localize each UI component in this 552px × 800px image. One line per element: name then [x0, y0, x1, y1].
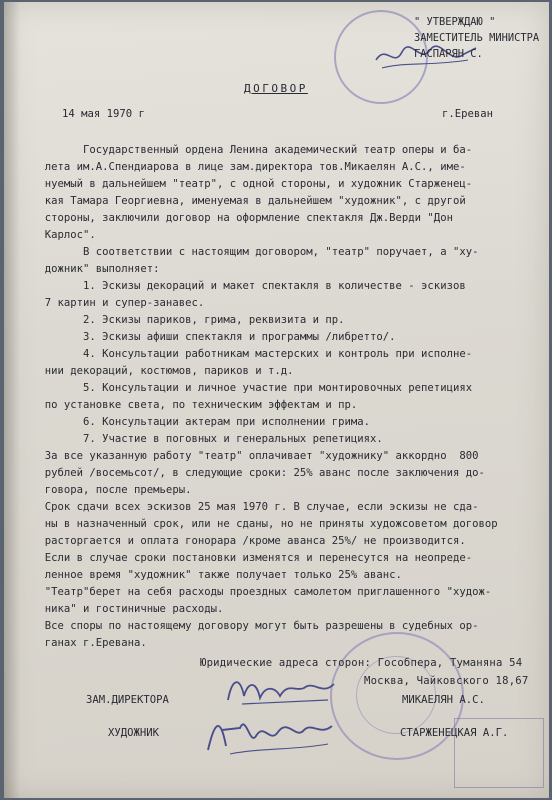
contract-line: В соответствии с настоящим договором, "театр" поручает, а "ху- — [32, 246, 479, 258]
contract-line: рублей /восемьсот/, в следующие сроки: 25% аванс после заключения до- — [32, 467, 485, 479]
document-city: г.Ереван — [442, 108, 494, 120]
deputy-director-signature — [222, 670, 342, 710]
contract-line: стороны, заключили договор на оформление спектакля Дж.Верди "Дон — [32, 212, 453, 224]
contract-line: расторгается и оплата гонорара /кроме аванса 25%/ не производится. — [32, 535, 466, 547]
contract-line: Карлос". — [32, 229, 96, 241]
address-line-1: Юридические адреса сторон: Гособпера, Туманяна 54 — [200, 657, 523, 669]
contract-line: по установке света, по техническим эффектам и пр. — [32, 399, 358, 411]
contract-line: Если в случае сроки постановки изменятся и перенесутся на неопреде- — [32, 552, 473, 564]
signature-name-deputy-director: МИКАЕЛЯН А.С. — [402, 694, 485, 706]
contract-line: нии декораций, костюмов, париков и т.д. — [32, 365, 294, 377]
contract-line: 1. Эскизы декораций и макет спектакля в количестве - эскизов — [32, 280, 466, 292]
signature-role-artist: ХУДОЖНИК — [108, 727, 160, 739]
contract-line: кая Тамара Георгиевна, именуемая в дальнейшем "художник", с другой — [32, 195, 466, 207]
contract-line: 3. Эскизы афиши спектакля и программы /либретто/. — [32, 331, 396, 343]
approval-line-2: ЗАМЕСТИТЕЛЬ МИНИСТРА — [414, 32, 540, 44]
approval-block — [414, 14, 539, 62]
contract-line: 4. Консультации работникам мастерских и контроль при исполне- — [32, 348, 473, 360]
contract-line: 7 картин и супер-занавес. — [32, 297, 205, 309]
contract-line: 7. Участие в поговных и генеральных репетициях. — [32, 433, 383, 445]
contract-line: 2. Эскизы париков, грима, реквизита и пр. — [32, 314, 345, 326]
binding-shadow — [4, 2, 20, 798]
document-page — [4, 2, 549, 798]
contract-line: ны в назначенный срок, или не сданы, но не приняты художсоветом договор — [32, 518, 498, 530]
contract-line: ленное время "художник" также получает только 25% аванс. — [32, 569, 402, 581]
signature-name-artist: СТАРЖЕНЕЦКАЯ А.Г. — [400, 727, 509, 739]
approval-line-1: " УТВЕРЖДАЮ " — [414, 16, 496, 28]
contract-line: дожник" выполняет: — [32, 263, 160, 275]
archive-stamp — [454, 718, 544, 788]
artist-signature — [200, 706, 340, 758]
approval-line-3: ГАСПАРЯН С. — [414, 48, 483, 60]
contract-line: Государственный ордена Ленина академический театр оперы и ба- — [32, 144, 473, 156]
contract-body — [32, 142, 542, 652]
contract-line: Срок сдачи всех эскизов 25 мая 1970 г. В случае, если эскизы не сда- — [32, 501, 479, 513]
signature-role-deputy-director: ЗАМ.ДИРЕКТОРА — [86, 694, 169, 706]
contract-line: ганах г.Еревана. — [32, 637, 147, 649]
contract-line: 5. Консультации и личное участие при монтировочных репетициях — [32, 382, 473, 394]
contract-line: лета им.А.Спендиарова в лице зам.директора тов.Микаелян А.С., име- — [32, 161, 466, 173]
address-line-2: Москва, Чайковского 18,67 — [364, 675, 529, 687]
contract-line: За все указанную работу "театр" оплачивает "художнику" аккордно 800 — [32, 450, 479, 462]
document-date: 14 мая 1970 г — [62, 108, 145, 120]
contract-line: "Театр"берет на себя расходы проездных самолетом приглашенного "худож- — [32, 586, 492, 598]
contract-line: ника" и гостиничные расходы. — [32, 603, 224, 615]
contract-line: нуемый в дальнейшем "театр", с одной стороны, и художник Старженец- — [32, 178, 473, 190]
contract-line: говора, после премьеры. — [32, 484, 192, 496]
contract-line: Все споры по настоящему договору могут быть разрешены в судебных ор- — [32, 620, 479, 632]
contract-line: 6. Консультации актерам при исполнении грима. — [32, 416, 371, 428]
document-title: ДОГОВОР — [244, 82, 308, 95]
